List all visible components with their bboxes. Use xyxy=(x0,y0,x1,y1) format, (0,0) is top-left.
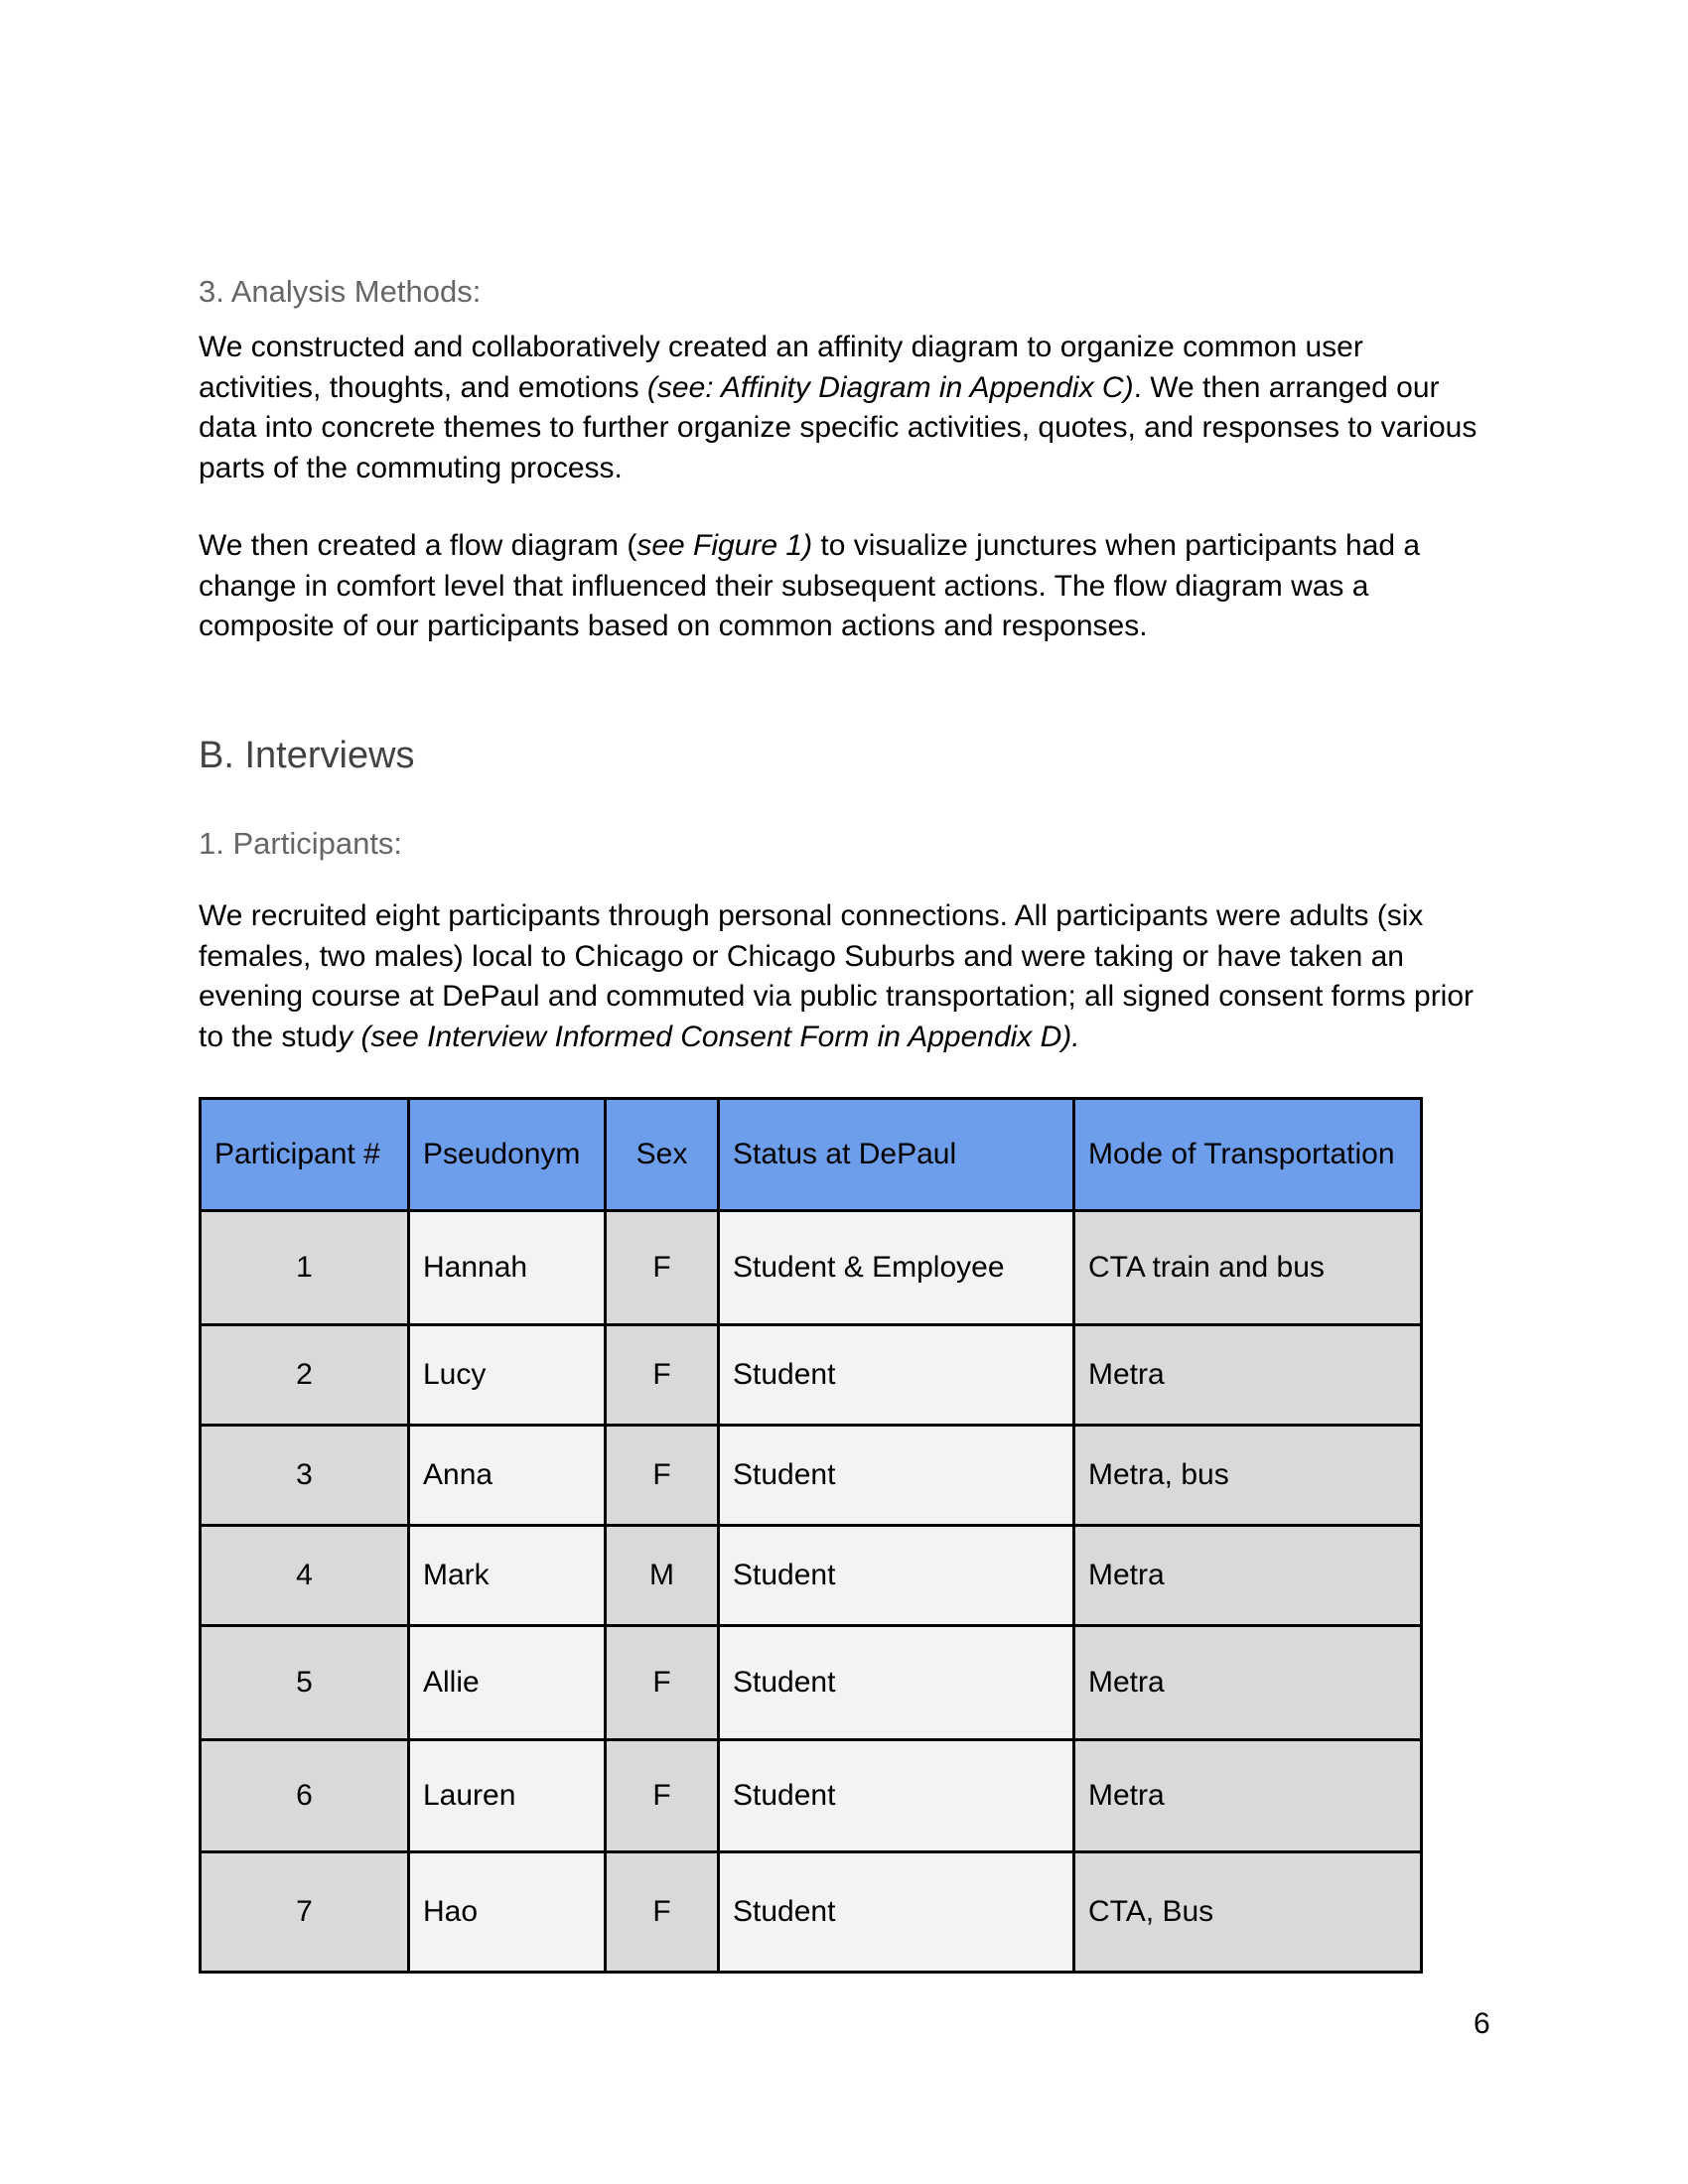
cell-pseudonym: Hao xyxy=(409,1852,606,1973)
cell-pseudonym: Lucy xyxy=(409,1325,606,1426)
cell-sex: F xyxy=(606,1626,719,1740)
cell-pseudonym: Hannah xyxy=(409,1211,606,1325)
cell-status: Student xyxy=(719,1852,1074,1973)
cell-pseudonym: Anna xyxy=(409,1426,606,1526)
cell-participant-number: 6 xyxy=(201,1740,409,1852)
participants-heading: 1. Participants: xyxy=(199,826,403,861)
table-row xyxy=(201,1852,1422,1973)
table-row xyxy=(201,1325,1422,1426)
table-row xyxy=(201,1626,1422,1740)
table-header-row xyxy=(201,1099,1422,1211)
page-number: 6 xyxy=(1474,2007,1490,2040)
participants-p-consent-reference: y (see Interview Informed Consent Form in Appendix D). xyxy=(338,1020,1080,1053)
cell-sex: F xyxy=(606,1426,719,1526)
cell-mode: Metra, bus xyxy=(1074,1426,1422,1526)
cell-mode: CTA, Bus xyxy=(1074,1852,1422,1973)
analysis-p1-text-a: We constructed and collaboratively created an affinity diagram to organize common user activities, thoughts, and emotions xyxy=(199,331,1363,404)
cell-status: Student xyxy=(719,1526,1074,1626)
interviews-heading: B. Interviews xyxy=(199,735,415,776)
cell-mode: Metra xyxy=(1074,1526,1422,1626)
cell-status: Student xyxy=(719,1325,1074,1426)
cell-mode: Metra xyxy=(1074,1325,1422,1426)
header-participant-number: Participant # xyxy=(201,1099,409,1211)
header-sex: Sex xyxy=(606,1099,719,1211)
cell-sex: F xyxy=(606,1852,719,1973)
cell-participant-number: 3 xyxy=(201,1426,409,1526)
table-row xyxy=(201,1740,1422,1852)
analysis-paragraph-1 xyxy=(199,328,1489,488)
analysis-p2-text-b: to visualize junctures when participants had a change in comfort level that influenced their subsequent actions. The flow diagram was a composite of our participants based on common actions and responses. xyxy=(199,529,1421,642)
table-row xyxy=(201,1211,1422,1325)
cell-participant-number: 1 xyxy=(201,1211,409,1325)
cell-sex: F xyxy=(606,1740,719,1852)
table-row xyxy=(201,1526,1422,1626)
cell-status: Student & Employee xyxy=(719,1211,1074,1325)
header-mode-of-transportation: Mode of Transportation xyxy=(1074,1099,1422,1211)
cell-status: Student xyxy=(719,1426,1074,1526)
analysis-p1-appendix-reference: (see: Affinity Diagram in Appendix C) xyxy=(646,370,1134,404)
analysis-methods-heading: 3. Analysis Methods: xyxy=(199,274,482,309)
cell-status: Student xyxy=(719,1740,1074,1852)
analysis-p2-text-a: We then created a flow diagram ( xyxy=(199,529,637,562)
cell-sex: F xyxy=(606,1211,719,1325)
cell-mode: Metra xyxy=(1074,1740,1422,1852)
cell-participant-number: 2 xyxy=(201,1325,409,1426)
cell-status: Student xyxy=(719,1626,1074,1740)
participants-table xyxy=(199,1097,1423,1974)
cell-sex: F xyxy=(606,1325,719,1426)
participants-p-text: We recruited eight participants through personal connections. All participants were adults (six females, two males) local to Chicago or Chicago Suburbs and were taking or have taken an evening course at DePaul and commuted via public transportation; all signed consent forms prior to the stud xyxy=(199,899,1475,1053)
cell-participant-number: 4 xyxy=(201,1526,409,1626)
analysis-p2-figure-reference: see Figure 1) xyxy=(636,529,813,562)
analysis-paragraph-2 xyxy=(199,526,1489,647)
cell-pseudonym: Lauren xyxy=(409,1740,606,1852)
analysis-p1-text-b: . We then arranged our data into concrete themes to further organize specific activities, quotes, and responses to various parts of the commuting process. xyxy=(199,370,1477,484)
cell-participant-number: 5 xyxy=(201,1626,409,1740)
cell-mode: Metra xyxy=(1074,1626,1422,1740)
cell-sex: M xyxy=(606,1526,719,1626)
cell-pseudonym: Allie xyxy=(409,1626,606,1740)
header-pseudonym: Pseudonym xyxy=(409,1099,606,1211)
cell-mode: CTA train and bus xyxy=(1074,1211,1422,1325)
cell-participant-number: 7 xyxy=(201,1852,409,1973)
participants-paragraph xyxy=(199,896,1489,1057)
cell-pseudonym: Mark xyxy=(409,1526,606,1626)
table-row xyxy=(201,1426,1422,1526)
header-status: Status at DePaul xyxy=(719,1099,1074,1211)
